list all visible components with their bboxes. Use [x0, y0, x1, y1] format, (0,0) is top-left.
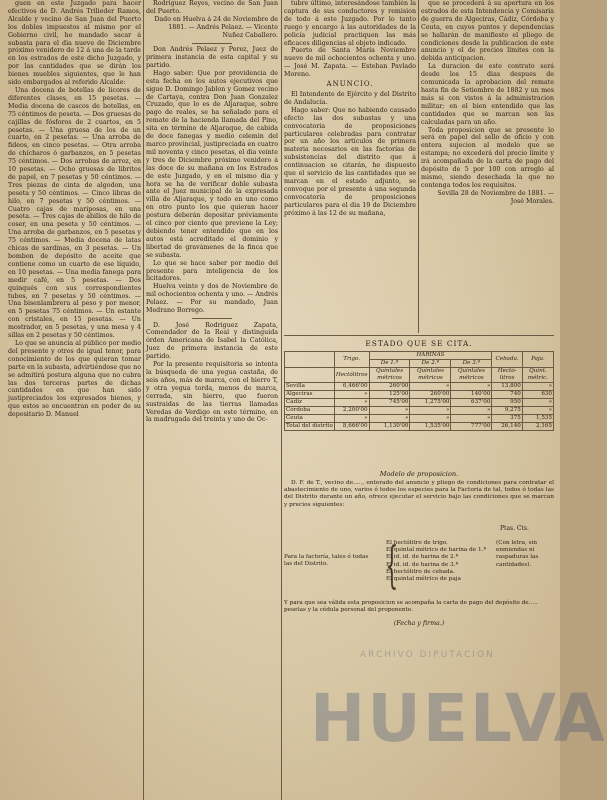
watermark-logo-text: HUELVA [310, 680, 607, 757]
modelo-title: Modelo de proposicion. [379, 470, 459, 478]
edict-paragraph: guen en este Juzgado para hacer efectivos de D. Andrés Trilieder Ramos, Alcalde y vecino de San Juan del Puerto los dobles impuestos al mismo por el Gobierno civil, he mandado sacar á subasta para el dia nueve de Diciembre próximo venidero de 12 á una de la tarde en los estrados de este dicho Juzgado, y por las cantidades que se dirán los bienes muebles siguientes, que le han sido embargados al referido Alcalde: [8, 0, 141, 87]
unit-cell: Hectólitros [334, 368, 369, 383]
ptas-cts-label: Ptas. Cts. [500, 525, 529, 532]
anuncio-heading: ANUNCIO. [326, 80, 374, 89]
unit-cell: Hectó-litros [492, 368, 522, 383]
total-de1: 1,130'00 [369, 423, 410, 431]
left-brace-icon: { [385, 536, 399, 594]
column-divider [281, 0, 282, 800]
unit-cell: Quintales métricos [369, 368, 410, 383]
signature-line: Sevilla 28 de Noviembre de 1881. — José Morales. [437, 189, 554, 205]
unit-blank [285, 368, 335, 383]
table-row [285, 399, 554, 407]
signature-line: Puerto de Santa María Noviembre nueve de mil ochocientos ochenta y uno. — José M. Zapata. — Esteban Pavlado Moreno. [284, 47, 416, 79]
total-paja: 2,165 [522, 423, 553, 431]
list-item: El quintal métrico de harina de 1.ª [386, 547, 487, 554]
price-items [386, 540, 496, 583]
cell-trigo: » [334, 415, 369, 423]
firma-line: (Fecha y firma.) [393, 620, 445, 627]
cell-de2: » [410, 383, 451, 391]
estado-title: ESTADO QUE SE CITA. [365, 339, 473, 348]
header-trigo: Trigo. [334, 352, 369, 368]
cell-de1: 745'00 [369, 399, 410, 407]
table-row [285, 383, 554, 391]
anuncio-paragraph: que se procederá á su apertura en los estrados de esta Intendencia y Comisaria de guerra de Algeciras, Cádiz, Córdoba y Ceuta, en cuyos puntos y dependencias se hallarán de manifiesto el pliego de condiciones desde la publicacion de este anuncio y el de precios límites con la debida anticipacion. [421, 0, 554, 63]
header-de3: De 3.ª [451, 360, 492, 368]
column-2 [146, 0, 278, 500]
unit-cell: Quintales métricos [451, 368, 492, 383]
anuncio-header: El Intendente de Ejército y del Distrito de Andalucía. [284, 90, 416, 106]
goods-list-paragraph: Una docena de botellas de licores de diferentes clases, en 15 pesetas. — Media docena de cascos de botellas, en 75 céntimos de peseta. — Dos gruesas de cajillas de fósforos de 2 cuartos, en 5 pesetas. — Una gruesa de los de un cuarto, en 2 pesetas. — Una arroba de fideos, en cinco pesetas. — Otra arroba de chícharos ó garbanzos, en 5 pesetas 75 céntimos. — Dos arrobas de arroz, en 10 pesetas. — Ocho gruesas de libritos de papel, en 7 pesetas y 50 céntimos. — Tres piezas de cinta de algodon, una peseta y 50 céntimos. — Cinco libras de hilo, en 7 pesetas y 50 céntimos. — Cuatro cajas de mariposas, en una peseta. — Tres cajas de abillos de hilo de coser, en una peseta y 50 céntimos. — Una arroba de garbanzos, en 5 pesetas y 75 céntimos. — Media docena de latas chicas de sardinas, en 3 pesetas. — Un bombon de depósito de aceite que contiene como un cuarto de ese líquido, en 10 pesetas. — Una media fanega para medir café, en 5 pesetas. — Dos quinqués con sus correspondientes tubos, en 7 pesetas y 50 céntimos. — Una bisenlambrera al peso y por menor, en 5 pesetas 75 céntimos. — Un estante con cristales, en 15 pesetas. — Un mostrador, en 5 pesetas, y una mesa y 4 sillas en 2 pesetas y 50 céntimos. [8, 86, 141, 340]
cell-de1: 260'00 [369, 383, 410, 391]
unit-cell: Quint. métric. [522, 368, 553, 383]
anuncio-paragraph: La duracion de este contrato será desde los 15 dias despues de comunicada la aprobacion del remate hasta fin de Setiembre de 1882 y un mes más si con vistos á la administracion militar; en el bien entendido que las cantidades que se marcan son las calculadas para un año. [421, 63, 554, 126]
edict-paragraph: Lo que se hace saber por medio del presente para inteligencia de los licitadores. [146, 259, 278, 283]
cell-paja: 630 [522, 391, 553, 399]
estado-table [284, 351, 554, 431]
edict-header: D. José Rodriguez Zapata, Comendador de la Real y distinguida órden Americana de Isabel la Católica, Juez de primera instancia de este partido. [146, 321, 278, 361]
cell-cebada: 950 [492, 399, 522, 407]
row-place: Ceuta [285, 415, 335, 423]
edict-paragraph: Por la presente requisitoria se intenta la búsqueda de una yegua castaña, de seis años, más de marca, con el hierro T, y otra yegua torda, menos de marca, cerrada, sin hierro, que fueron sustraidas de las tierras llamadas Veredas de Verdigo en este término, en la madrugada del treinta y uno de Oc- [146, 361, 278, 424]
watermark-top-text: ARCHIVO DIPUTACION [360, 650, 495, 660]
cell-de2: 1,275'00 [410, 399, 451, 407]
edict-paragraph: Hago saber: Que por providencia de esta fecha en los autos ejecutivos que sigue D. Domingo Jablon y Gomez vecino de Cartaya, contra Don Juan Gonzalez Cruzado, que lo es de Aljaraque, sobre pago de reales, se ha señalado para el remate de la hacienda llamada del Pino, sita en término de Aljaraque, de cabida de doce fanegas y medio celemin del marco provincial, justipreciada en cuatro mil noventa y cinco pesetas, el dia veinte y tres de Diciembre próximo venidero á las doce de su mañana en los Estrados de este Juzgado, y en el mismo dia y hora se ha de verificar doble subasta ante el Juez municipal de la expresada villa de Aljaraque, y todo en uno como en otro punto los que quieran hacer postura deberán depositar préviamente el cinco por ciento que previene la Ley; debiendo tener entendido que en los autos está acreditado el dominio y libertad de gravámenes de la finca que se subasta. [146, 69, 278, 259]
cell-cebada: 9,275 [492, 407, 522, 415]
table-row [285, 415, 554, 423]
list-item: El id. id. de harina de 2.ª [386, 554, 459, 561]
signature-line: Huelva veinte y dos de Noviembre de mil ochocientos ochenta y uno. — Andrés Pelaez. — Por su mandado, Juan Medrano Borrego. [146, 283, 278, 315]
edict-paragraph: Rodriguez Reyes, vecino de San Juan del Puerto. [146, 0, 278, 15]
column-divider [143, 0, 144, 800]
cell-de3: » [451, 383, 492, 391]
cell-de2: » [410, 407, 451, 415]
total-cebada: 26,140 [492, 423, 522, 431]
column-3 [284, 0, 416, 333]
cell-cebada: 13,800 [492, 383, 522, 391]
price-list [284, 538, 554, 598]
separator [192, 43, 232, 44]
cell-de3: » [451, 407, 492, 415]
list-item: El id. id. de harina de 3.ª [386, 561, 459, 568]
brace-right-note: (Con letra, sin enmiendas ni raspaduras las cantidades). [496, 540, 539, 568]
modelo-paragraph: D. F. de T., vecino de....., enterado del anuncio y pliego de condiciones para contratar el abastecimiento de uno, varios ó todos los especies para la Factoria de tal, todos ó todas las del Distrito durante un año, ofrece ejecutar el servicio bajo las condiciones que se marcan y precios siguientes: [284, 480, 554, 508]
anuncio-paragraph: Hago saber: Que no habiendo causado efecto las dos subastas y una convocatoria de proposiciones particulares celebradas para contratar por un año los artículos de primera materia necesarios en las factorías de subsistencias del distrito que á continuacion se citarán, he dispuesto que el servicio de las cantidades que se marcan en el estado adjunto, se convoque por el presente á una segunda convocatoria de proposiciones particulares para el dia 19 de Diciembre próximo á las 12 de su mañana, [284, 106, 416, 217]
brace-left-label: Para la factoría, tales ó todas las del Distrito. [284, 554, 369, 568]
header-de1: De 1.ª [369, 360, 410, 368]
table-row [285, 407, 554, 415]
list-item: El hectólitro de cebada. [386, 568, 455, 575]
table-header-row [285, 352, 554, 360]
cell-de1: » [369, 407, 410, 415]
total-de3: 777'00 [451, 423, 492, 431]
cell-trigo: » [334, 399, 369, 407]
column-1 [8, 0, 141, 800]
cell-paja: » [522, 383, 553, 391]
row-place: Córdoba [285, 407, 335, 415]
header-paja: Paja. [522, 352, 553, 368]
list-item: El hectólitro de trigo. [386, 540, 448, 546]
edict-paragraph: tubre último, interesándose también la captura de sus conductores y remision de todo á este Juzgado. Por lo tanto ruego y encargo á las autoridades de la policía judicial practiquen las más eficaces diligencias al objeto indicado. [284, 0, 416, 47]
list-item: El quintal métrico de paja [386, 576, 461, 583]
cell-trigo: 6,466'00 [334, 383, 369, 391]
total-row [285, 423, 554, 431]
modelo-foot: Y para que sea válida esta proposicion se acompaña la carta de pago del depósito de..... pesetas y la cédula personal del proponente. [284, 600, 538, 614]
cell-cebada: 740 [492, 391, 522, 399]
total-label: Total del distrito [286, 423, 333, 429]
row-place: Cádiz [285, 399, 335, 407]
modelo-body [284, 480, 554, 509]
header-cebada: Cebada. [492, 352, 522, 368]
cell-paja: » [522, 399, 553, 407]
cell-paja: 1,535 [522, 415, 553, 423]
cell-de1: 125'00 [369, 391, 410, 399]
column-4 [421, 0, 554, 333]
cell-cebada: 375 [492, 415, 522, 423]
cell-paja: » [522, 407, 553, 415]
anuncio-paragraph: Toda proposicion que se presente lo será en papel del sello de oficio y con entera sujecion al modelo que se estampa; no excederá del precio límite y irá acompañada de la carta de pago del depósito de 5 por 100 con arreglo al mismo, siendo desechada la que no contenga todos los requisitos. [421, 126, 554, 189]
cell-trigo: 2,200'00 [334, 407, 369, 415]
cell-de3: 140'00 [451, 391, 492, 399]
table-corner [285, 352, 335, 368]
section-rule [284, 335, 554, 336]
cell-de2: » [410, 415, 451, 423]
cell-de2: 260'00 [410, 391, 451, 399]
header-harinas: HARINAS [369, 352, 492, 360]
separator [192, 318, 232, 319]
total-trigo: 8,666'00 [334, 423, 369, 431]
cell-trigo: » [334, 391, 369, 399]
row-place: Algeciras [285, 391, 335, 399]
signature-line: Dado en Huelva á 24 de Noviembre de 1881. — Andrés Pelaez. — Vicente Nuñez Caballero. [154, 15, 278, 39]
row-place: Sevilla [285, 383, 335, 391]
header-de2: De 2.ª [410, 360, 451, 368]
table-row [285, 391, 554, 399]
column-divider [418, 0, 419, 333]
cell-de1: » [369, 415, 410, 423]
archive-watermark [300, 650, 607, 780]
total-de2: 1,535'00 [410, 423, 451, 431]
table-unit-row [285, 368, 554, 383]
unit-cell: Quintales métricos [410, 368, 451, 383]
edict-header: Don Andrés Pelaez y Perez, Juez de primera instancia de esta capital y su partido. [146, 46, 278, 69]
cell-de3: 637'00 [451, 399, 492, 407]
cell-de3: » [451, 415, 492, 423]
notice-paragraph: Lo que se anuncia al público por medio del presente y otros de igual tenor, para conocimiento de los que quieran tomar parte en la subasta, advirtiéndose que no se admitirá postura alguna que no cubra las dos terceras partes de dichas cantidades en que han sido justipreciados los expresados bienes, y que estos se encuentran en poder de su depositario D. Manuel [8, 339, 141, 419]
